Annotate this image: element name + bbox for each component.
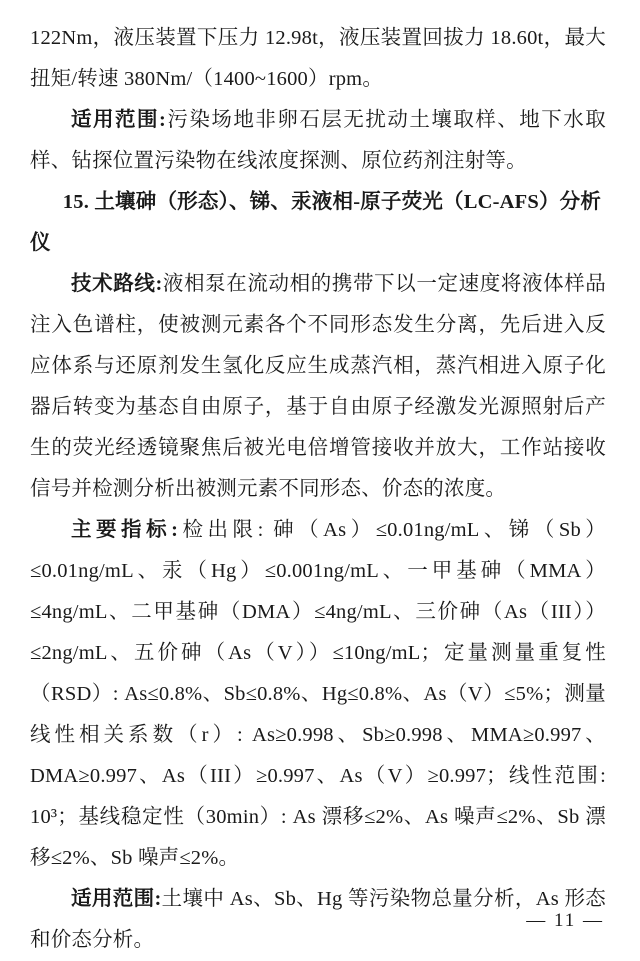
paragraph-main-indicators <box>30 510 606 879</box>
text-scope-2: 土壤中 As、Sb、Hg 等污染物总量分析，As 形态和价态分析。 <box>30 888 607 951</box>
page-number-footer: — 11 — <box>526 910 604 931</box>
paragraph-continued-specs: 122Nm，液压装置下压力 12.98t，液压装置回拔力 18.60t，最大扭矩/转速 380Nm/（1400~1600）rpm。 <box>30 27 606 90</box>
label-tech-route: 技术路线: <box>71 273 163 295</box>
text-scope-1: 污染场地非卵石层无扰动土壤取样、地下水取样、钻探位置污染物在线浓度探测、原位药剂注射等。 <box>30 109 607 172</box>
text-main-indicators: 检出限: 砷（As）≤0.01ng/mL、锑（Sb）≤0.01ng/mL、汞（Hg）≤0.001ng/mL、一甲基砷（MMA）≤4ng/mL、二甲基砷（DMA）≤4ng/mL、三价砷（As（III））≤2ng/mL、五价砷（As（V））≤10ng/mL；定量测量重复性（RSD）: As≤0.8%、Sb≤0.8%、Hg≤0.8%、As（V）≤5%；测量线性相关系数（r）: As≥0.998、Sb≥0.998、MMA≥0.997、DMA≥0.997、As（III）≥0.997、As（V）≥0.997；线性范围: 10³；基线稳定性（30min）: As 漂移≤2%、As 噪声≤2%、Sb 漂移≤2%、Sb 噪声≤2%。 <box>30 519 607 869</box>
paragraph-scope-2 <box>30 879 606 961</box>
label-main-indicators: 主要指标: <box>71 519 179 541</box>
paragraph-tech-route <box>30 264 606 510</box>
heading-section-15: 15. 土壤砷（形态）、锑、汞液相-原子荧光（LC-AFS）分析仪 <box>30 191 602 254</box>
label-scope-1: 适用范围: <box>71 109 167 131</box>
label-scope-2: 适用范围: <box>71 888 162 910</box>
text-tech-route: 液相泵在流动相的携带下以一定速度将液体样品注入色谱柱，使被测元素各个不同形态发生分离，先后进入反应体系与还原剂发生氢化反应生成蒸汽相，蒸汽相进入原子化器后转变为基态自由原子，基于自由原子经激发光源照射后产生的荧光经透镜聚焦后被光电倍增管接收并放大，工作站接收信号并检测分析出被测元素不同形态、价态的浓度。 <box>30 273 607 500</box>
paragraph-scope-1 <box>30 100 606 182</box>
